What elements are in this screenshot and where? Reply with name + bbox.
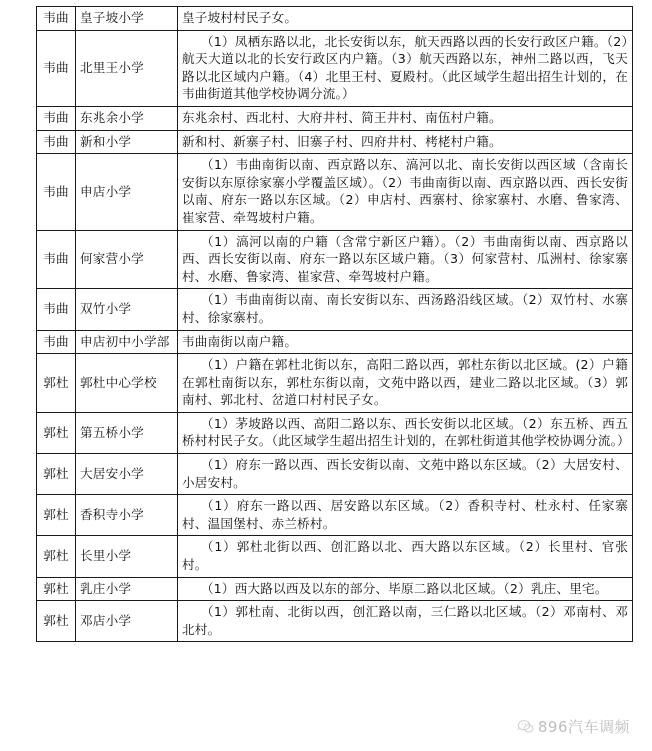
enrollment-scope-text: 韦曲南街以南户籍。	[182, 333, 298, 349]
table-row	[37, 536, 633, 577]
table-row	[37, 495, 633, 536]
table-row	[37, 30, 633, 106]
enrollment-zoning-table-container	[36, 6, 632, 642]
table-row	[37, 289, 633, 330]
cell-enrollment-scope	[178, 289, 633, 330]
cell-enrollment-scope	[178, 230, 633, 289]
enrollment-scope-text: （1）户籍在郭杜北街以东，高阳二路以西，郭杜东街以北区域。(2）户籍在郭杜南街以东，郭杜东街以南，文苑中路以西，建业二路以北区域。（3）郭南村、郭北村、岔道口村村民子女。	[182, 357, 628, 408]
table-row	[37, 577, 633, 601]
cell-street: 韦曲	[37, 30, 76, 106]
table-row	[37, 454, 633, 495]
cell-enrollment-scope	[178, 154, 633, 230]
table-row	[37, 354, 633, 413]
cell-enrollment-scope	[178, 536, 633, 577]
table-row	[37, 330, 633, 354]
enrollment-scope-text: （1）府东一路以西、西长安街以南、文苑中路以东区域。（2）大居安村、小居安村。	[182, 457, 628, 490]
cell-street: 郭杜	[37, 577, 76, 601]
cell-school-name: 申店初中小学部	[76, 330, 178, 354]
cell-street: 韦曲	[37, 230, 76, 289]
table-row	[37, 130, 633, 154]
enrollment-scope-text: （1）郭杜北街以西、创汇路以北、西大路以东区域。（2）长里村、官张村。	[182, 539, 628, 573]
enrollment-scope-text: （1）西大路以西及以东的部分、毕原二路以北区域。（2）乳庄、里宅。	[200, 580, 608, 596]
cell-enrollment-scope	[178, 130, 633, 154]
cell-school-name: 郭杜中心学校	[76, 354, 178, 413]
cell-enrollment-scope	[178, 30, 633, 106]
enrollment-scope-text: 皇子坡村村民子女。	[182, 10, 298, 25]
cell-enrollment-scope	[178, 7, 633, 31]
cell-enrollment-scope	[178, 354, 633, 413]
cell-school-name: 何家营小学	[76, 230, 178, 289]
table-row	[37, 412, 633, 453]
cell-school-name: 新和小学	[76, 130, 178, 154]
cell-school-name: 长里小学	[76, 536, 178, 577]
cell-school-name: 大居安小学	[76, 454, 178, 495]
cell-street: 郭杜	[37, 454, 76, 495]
cell-street: 郭杜	[37, 536, 76, 577]
table-body	[37, 7, 633, 642]
cell-school-name: 皇子坡小学	[76, 7, 178, 31]
cell-school-name: 双竹小学	[76, 289, 178, 330]
cell-enrollment-scope	[178, 454, 633, 495]
watermark-text: 896汽车调频	[537, 718, 630, 736]
table-row	[37, 7, 633, 31]
cell-enrollment-scope	[178, 577, 633, 601]
watermark	[517, 716, 630, 737]
table-row	[37, 106, 633, 130]
enrollment-scope-text: （1）凤栖东路以北，北长安街以东，航天西路以西的长安行政区户籍。（2）航天大道以北的长安行政区内户籍。（3）航天西路以东，神州二路以西，飞天路以北区域内户籍。（4）北里王村、夏殿村。（此区域学生超出招生计划的，在韦曲街道其他学校协调分流。）	[182, 33, 628, 102]
cell-street: 韦曲	[37, 154, 76, 230]
table-row	[37, 601, 633, 642]
enrollment-scope-text: 东兆余村、西北村、大府井村、简王井村、南伍村户籍。	[182, 109, 502, 125]
cell-street: 韦曲	[37, 289, 76, 330]
cell-street: 韦曲	[37, 130, 76, 154]
cell-school-name: 申店小学	[76, 154, 178, 230]
cell-enrollment-scope	[178, 412, 633, 453]
enrollment-scope-text: 新和村、新寨子村、旧寨子村、四府井村、栲栳村户籍。	[182, 133, 502, 149]
table-row	[37, 154, 633, 230]
cell-street: 郭杜	[37, 601, 76, 642]
cell-school-name: 北里王小学	[76, 30, 178, 106]
cell-street: 郭杜	[37, 495, 76, 536]
cell-enrollment-scope	[178, 106, 633, 130]
cell-enrollment-scope	[178, 601, 633, 642]
cell-street: 郭杜	[37, 412, 76, 453]
cell-school-name: 第五桥小学	[76, 412, 178, 453]
enrollment-zoning-table	[36, 6, 633, 642]
cell-enrollment-scope	[178, 495, 633, 536]
table-row	[37, 230, 633, 289]
cell-street: 郭杜	[37, 354, 76, 413]
enrollment-scope-text: （1）府东一路以西、居安路以东区域。（2）香积寺村、杜永村、任家寨村、温国堡村、赤兰桥村。	[182, 498, 628, 531]
enrollment-scope-text: （1）韦曲南街以南、西京路以东、滈河以北、南长安街以西区域（含南长安街以东原徐家寨小学覆盖区域）。（2）韦曲南街以南、西京路以西、西长安街以南、府东一路以东区域。（2）申店村、西寨村、徐家寨村、水磨、鲁家湾、崔家营、牵驾坡村户籍。	[182, 157, 628, 225]
cell-school-name: 乳庄小学	[76, 577, 178, 601]
cell-street: 韦曲	[37, 106, 76, 130]
wechat-logo-icon	[517, 719, 534, 734]
enrollment-scope-text: （1）茅坡路以西、高阳二路以东、西长安街以北区域。（2）东五桥、西五桥村村民子女。（此区域学生超出招生计划的，在郭杜街道其他学校协调分流。）	[182, 415, 630, 449]
cell-enrollment-scope	[178, 330, 633, 354]
enrollment-scope-text: （1）韦曲南街以南、南长安街以东、西汤路沿线区域。（2）双竹村、水寨村、徐家寨村。	[182, 292, 628, 325]
cell-street: 韦曲	[37, 330, 76, 354]
enrollment-scope-text: （1）滈河以南的户籍（含常宁新区户籍）。（2）韦曲南街以南、西京路以西、西长安街以南、府东一路以东区域户籍。（3）何家营村、瓜洲村、徐家寨村、水磨、鲁家湾、崔家营、牵驾坡村户籍。	[182, 233, 628, 284]
enrollment-scope-text: （1）郭杜南、北街以西，创汇路以南，三仁路以北区域。（2）邓南村、邓北村。	[182, 604, 628, 637]
cell-school-name: 东兆余小学	[76, 106, 178, 130]
cell-school-name: 邓店小学	[76, 601, 178, 642]
cell-street: 韦曲	[37, 7, 76, 31]
cell-school-name: 香积寺小学	[76, 495, 178, 536]
